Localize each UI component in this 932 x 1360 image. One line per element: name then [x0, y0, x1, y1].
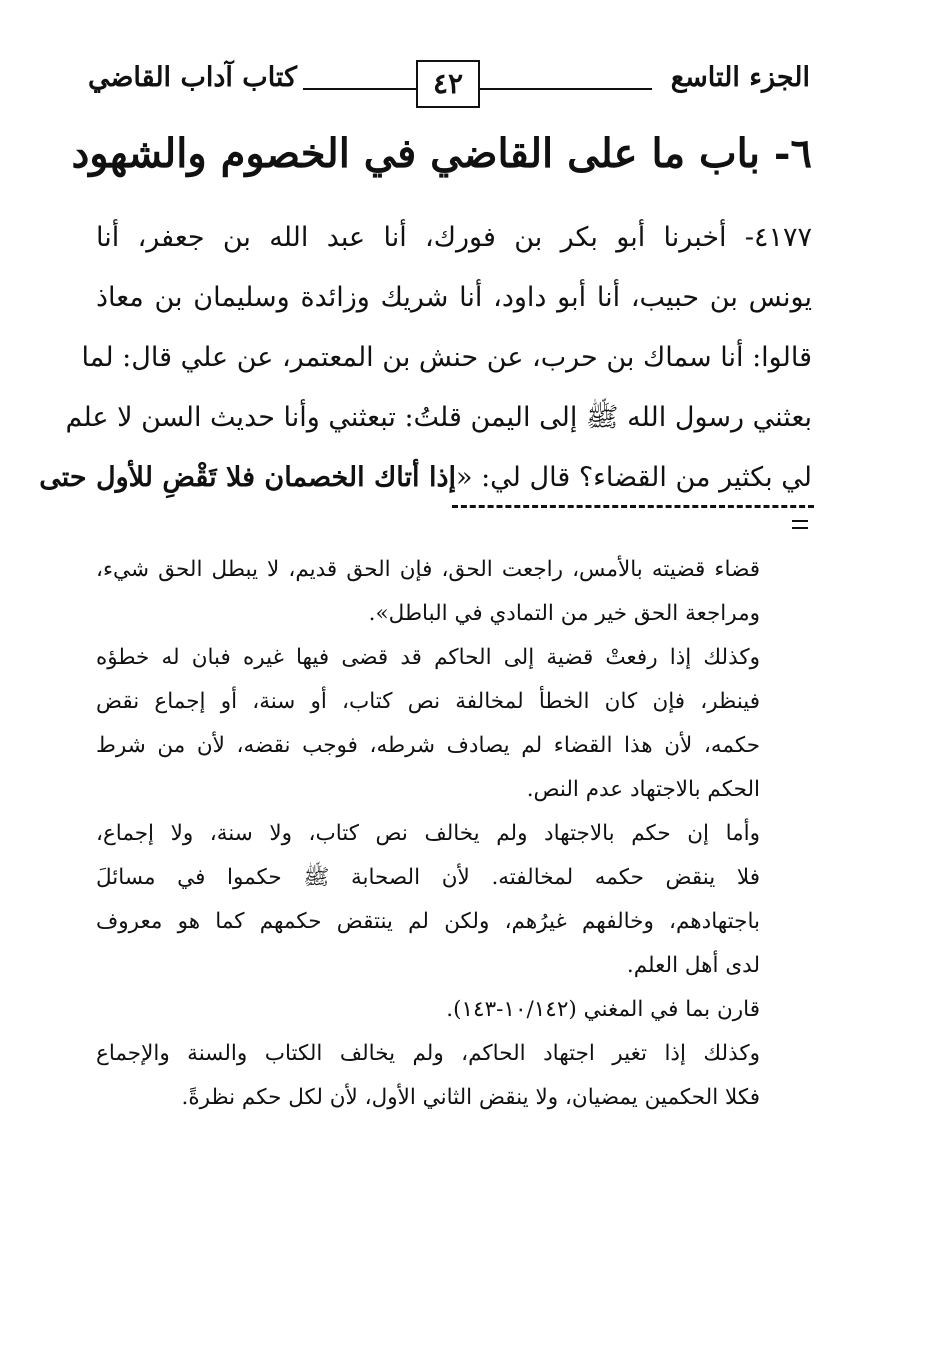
continuation-mark	[792, 527, 808, 529]
note-line: وكذلك إذا تغير اجتهاد الحاكم، ولم يخالف الكتاب والسنة والإجماع	[96, 1041, 760, 1066]
hadith-quote-bold: إذا أتاك الخصمان فلا تَقْضِ للأول حتى	[39, 462, 456, 493]
note-line: حكمه، لأن هذا القضاء لم يصادف شرطه، فوجب نقضه، لأن من شرط	[96, 733, 760, 758]
hadith-line-last	[39, 448, 812, 508]
note-line: قضاء قضيته بالأمس، راجعت الحق، فإن الحق قديم، لا يبطل الحق شيء،	[96, 557, 760, 582]
hadith-line: يونس بن حبيب، أنا أبو داود، أنا شريك وزائدة وسليمان بن معاذ	[96, 282, 812, 313]
continuation-mark	[792, 520, 808, 522]
footnotes	[96, 548, 760, 1120]
note-line: فينظر، فإن كان الخطأ لمخالفة نص كتاب، أو سنة، أو إجماع نقض	[96, 689, 760, 714]
hadith-line-plain: لي بكثير من القضاء؟ قال لي: «	[455, 462, 812, 493]
note-line: باجتهادهم، وخالفهم غيرُهم، ولكن لم ينتقض حكمهم كما هو معروف	[96, 909, 760, 934]
book-title: كتاب آداب القاضي	[88, 62, 303, 93]
hadith-text	[39, 208, 812, 508]
volume-label: الجزء التاسع	[665, 62, 810, 93]
chapter-title: ٦- باب ما على القاضي في الخصوم والشهود	[71, 130, 812, 177]
footnote-separator	[452, 505, 814, 508]
page-number: ٤٢	[416, 60, 480, 108]
hadith-line: ٤١٧٧- أخبرنا أبو بكر بن فورك، أنا عبد الله بن جعفر، أنا	[96, 222, 812, 253]
running-header	[88, 60, 810, 104]
note-line: فكلا الحكمين يمضيان، ولا ينقض الثاني الأول، لأن لكل حكم نظرةً.	[181, 1085, 760, 1110]
note-line: الحكم بالاجتهاد عدم النص.	[526, 777, 760, 802]
note-line: قارن بما في المغني (١٠/١٤٢-١٤٣).	[446, 997, 760, 1022]
note-line: وكذلك إذا رفعتْ قضية إلى الحاكم قد قضى فيها غيره فبان له خطؤه	[96, 645, 760, 670]
note-line: ومراجعة الحق خير من التمادي في الباطل».	[368, 601, 760, 626]
hadith-line: بعثني رسول الله ﷺ إلى اليمن قلتُ: تبعثني وأنا حديث السن لا علم	[65, 402, 812, 433]
hadith-line: قالوا: أنا سماك بن حرب، عن حنش بن المعتمر، عن علي قال: لما	[81, 342, 812, 373]
note-line: فلا ينقض حكمه لمخالفته. لأن الصحابة ﷺ حكموا في مسائلَ	[96, 865, 760, 890]
note-line: وأما إن حكم بالاجتهاد ولم يخالف نص كتاب، ولا سنة، ولا إجماع،	[96, 821, 760, 846]
note-line: لدى أهل العلم.	[626, 953, 760, 978]
